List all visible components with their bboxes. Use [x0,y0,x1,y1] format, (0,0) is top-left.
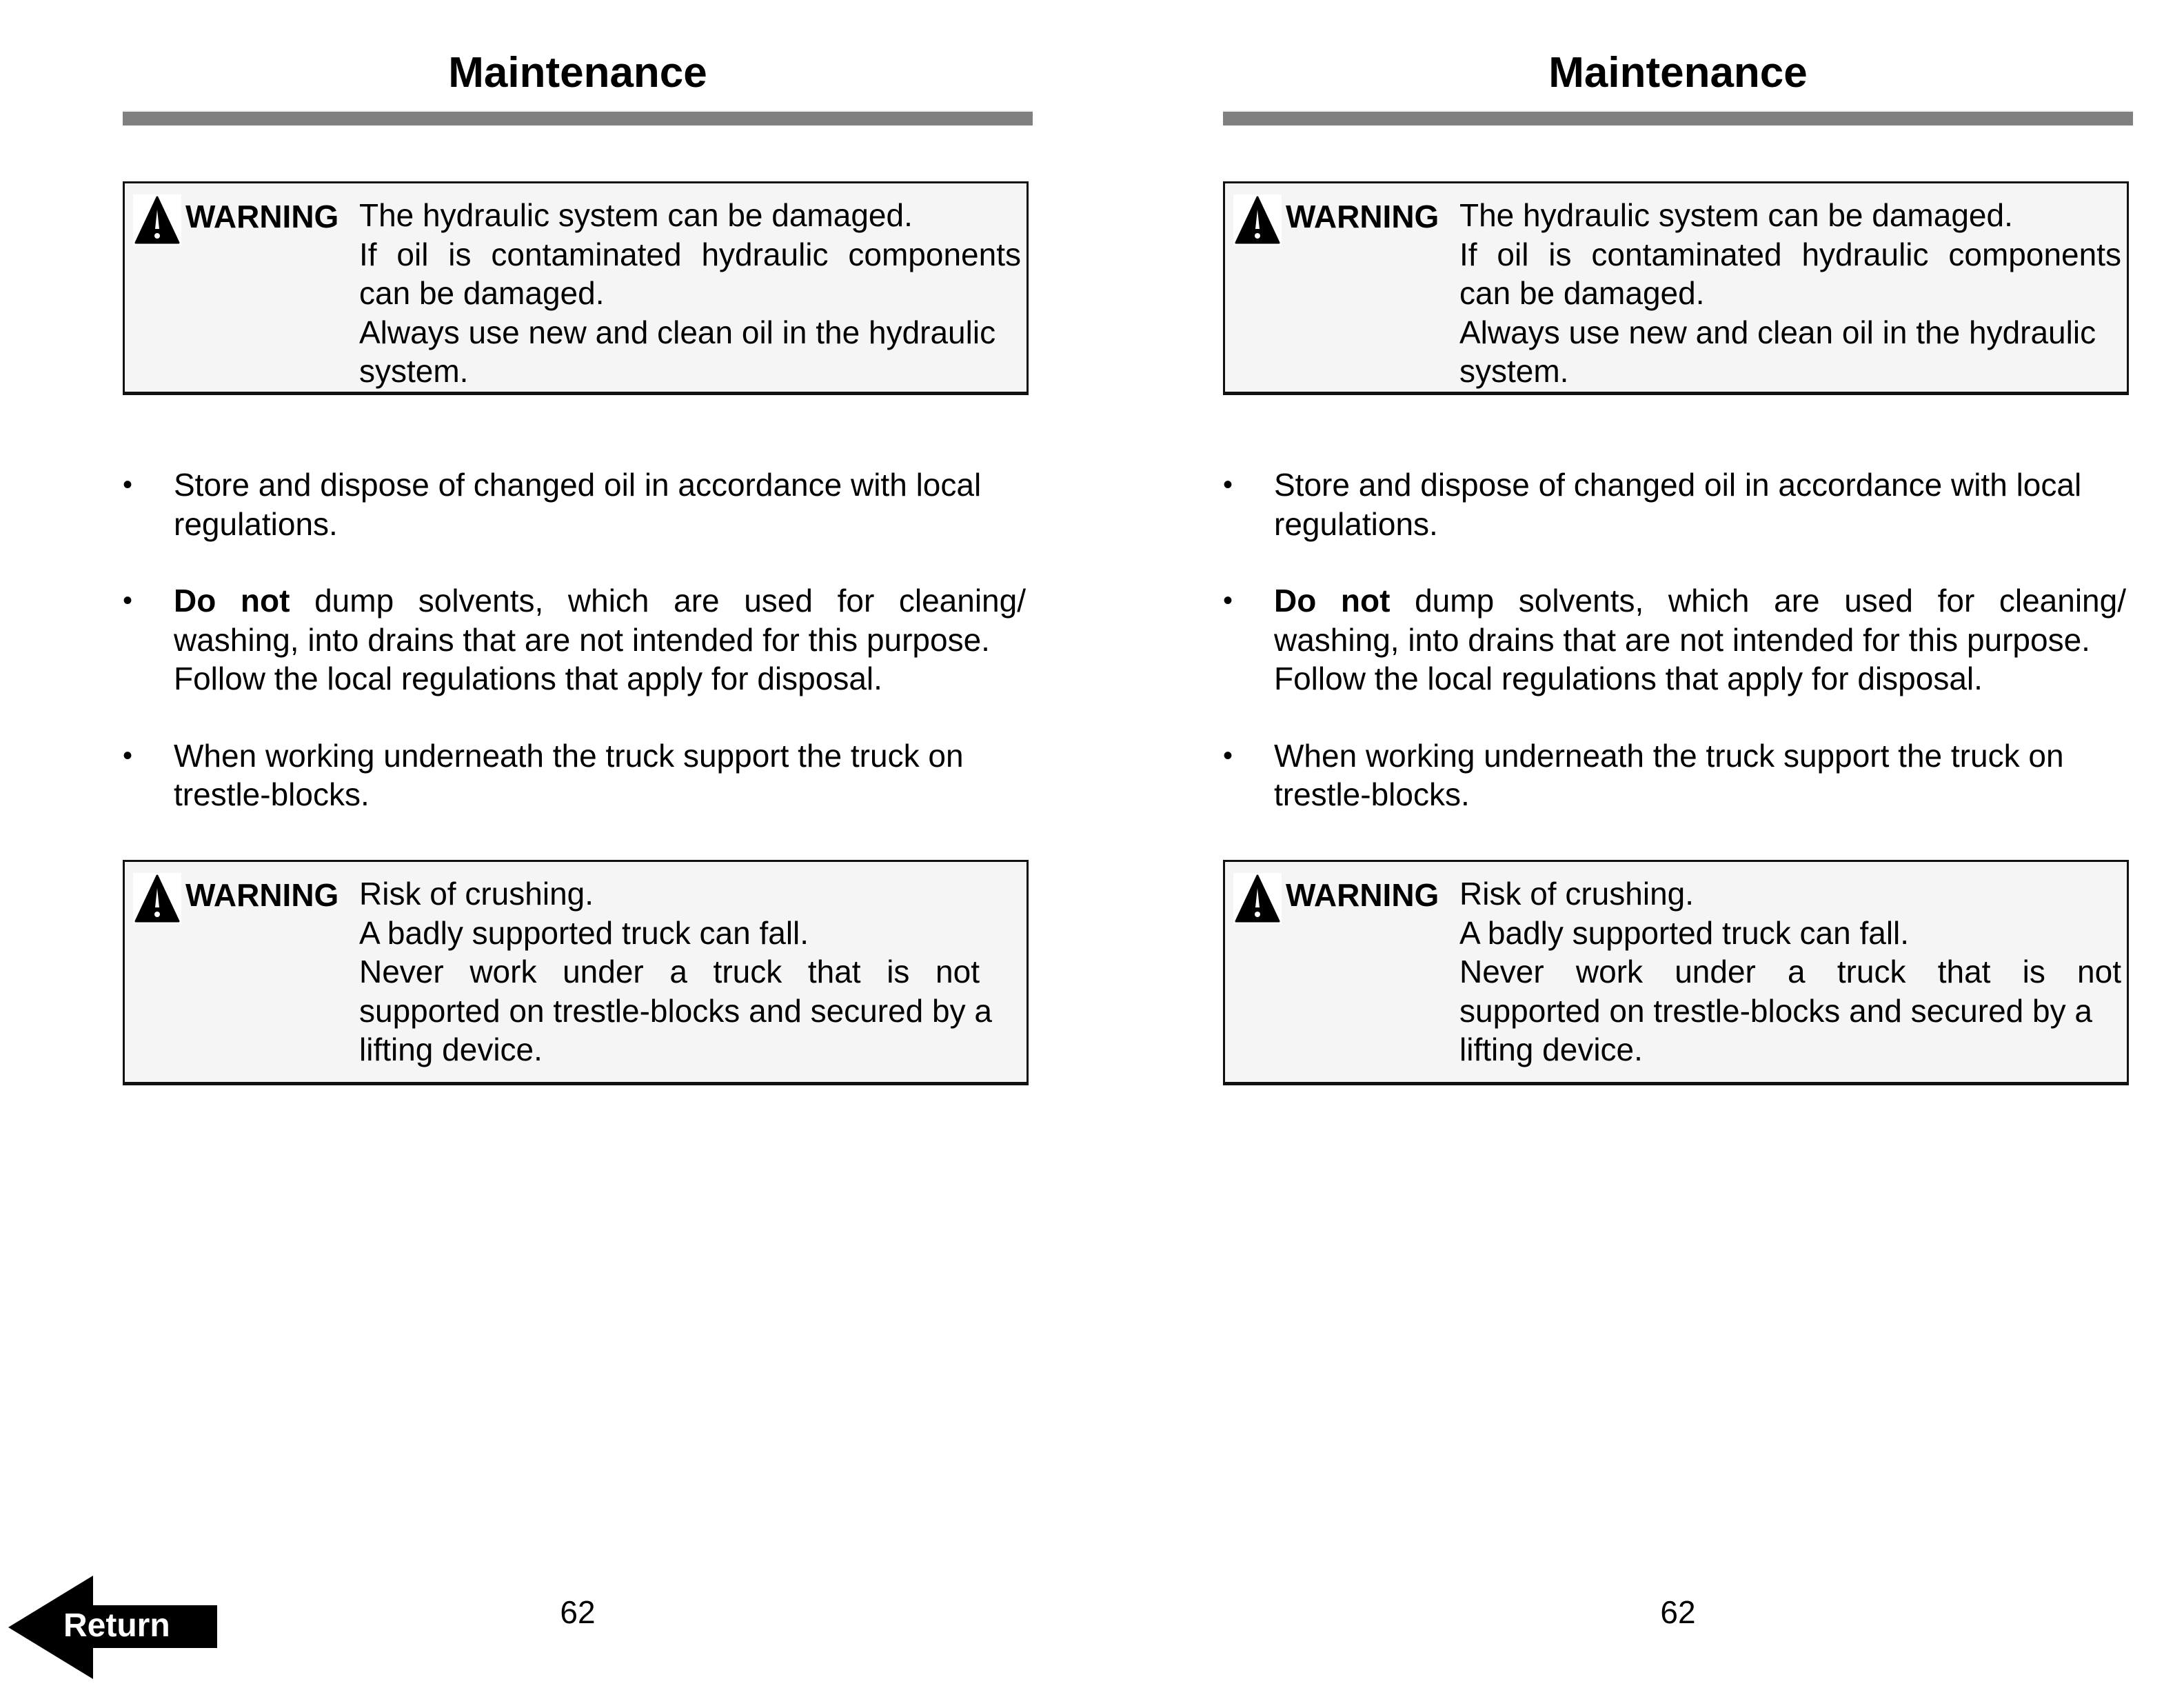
warning-line: Always use new and clean oil in the hydraulic [359,314,996,350]
emphasis-text: Do not [174,583,290,619]
warning-box-crushing [1223,860,2129,1085]
bullet-list [1223,465,2133,852]
warning-line: If oil is contaminated hydraulic components [359,236,1021,272]
bullet-line: trestle-blocks. [1274,776,1470,812]
bullet-text: dump solvents, which are used for cleaning/ [314,583,1027,619]
warning-line: Never work under a truck that is not [359,954,980,989]
warning-triangle-icon [1233,194,1282,245]
bullet-line: When working underneath the truck support the truck on [1274,737,2064,774]
warning-label: WARNING [1286,199,1439,234]
bullet-text: dump solvents, which are used for cleaning/ [1415,583,2127,619]
bullet-line [174,581,1026,621]
bullet-icon: • [123,585,133,616]
bullet-item [1223,581,2133,699]
bullet-line: Follow the local regulations that apply for disposal. [174,661,882,696]
bullet-item [123,736,1033,814]
warning-box-hydraulic [123,181,1029,395]
warning-text [1459,874,2121,1069]
bullet-list [123,465,1033,852]
warning-line: A badly supported truck can fall. [1459,914,1910,951]
bullet-icon: • [1223,585,1233,616]
warning-line: system. [1459,353,1569,389]
title-divider [1223,110,2133,125]
warning-line: Always use new and clean oil in the hydraulic [1459,314,2096,350]
warning-line: Never work under a truck that is not [1459,954,2121,989]
emphasis-text: Do not [1274,583,1391,619]
warning-line: lifting device. [359,1032,543,1067]
bullet-line: washing, into drains that are not intended for this purpose. [1274,621,2090,658]
warning-line: Risk of crushing. [1459,876,1695,912]
warning-line: supported on trestle-blocks and secured by a [1459,992,2092,1029]
warning-label: WARNING [185,877,339,913]
bullet-line: regulations. [174,505,338,542]
return-label: Return [63,1607,170,1644]
page-title: Maintenance [448,49,707,97]
bullet-icon: • [123,470,133,500]
bullet-item [1223,736,2133,814]
warning-triangle-icon [1233,873,1282,924]
warning-label: WARNING [1286,877,1439,913]
page-number: 62 [1660,1594,1696,1630]
warning-text [359,196,1021,391]
bullet-item [123,465,1033,543]
warning-line: The hydraulic system can be damaged. [1459,197,2013,233]
title-divider [123,110,1033,125]
right-page [1223,0,2133,1688]
warning-line: can be damaged. [359,275,605,311]
left-page [123,0,1033,1688]
warning-line: system. [359,353,469,389]
bullet-line: Store and dispose of changed oil in accordance with local [1274,467,2082,503]
bullet-icon: • [1223,470,1233,500]
bullet-item [123,581,1033,699]
bullet-line: Store and dispose of changed oil in accordance with local [174,467,982,503]
page-number: 62 [560,1594,596,1630]
warning-line: A badly supported truck can fall. [359,914,809,951]
warning-box-crushing [123,860,1029,1085]
bullet-line: trestle-blocks. [174,776,370,812]
warning-box-hydraulic [1223,181,2129,395]
warning-line: supported on trestle-blocks and secured by a [359,992,992,1029]
warning-text [359,874,1021,1069]
bullet-line: washing, into drains that are not intended for this purpose. [174,621,990,658]
bullet-line [1274,581,2126,621]
page-title: Maintenance [1548,49,1808,97]
bullet-icon: • [1223,740,1233,771]
warning-triangle-icon [133,194,181,245]
warning-text [1459,196,2121,391]
warning-line: Risk of crushing. [359,876,594,912]
bullet-line: regulations. [1274,505,1438,542]
warning-line: The hydraulic system can be damaged. [359,197,913,233]
return-button[interactable] [7,1572,221,1682]
warning-line: lifting device. [1459,1032,1643,1067]
warning-label: WARNING [185,199,339,234]
bullet-line: Follow the local regulations that apply for disposal. [1274,661,1983,696]
warning-line: can be damaged. [1459,275,1705,311]
bullet-icon: • [123,740,133,771]
warning-triangle-icon [133,873,181,924]
bullet-item [1223,465,2133,543]
warning-line: If oil is contaminated hydraulic components [1459,236,2121,272]
bullet-line: When working underneath the truck support the truck on [174,737,964,774]
